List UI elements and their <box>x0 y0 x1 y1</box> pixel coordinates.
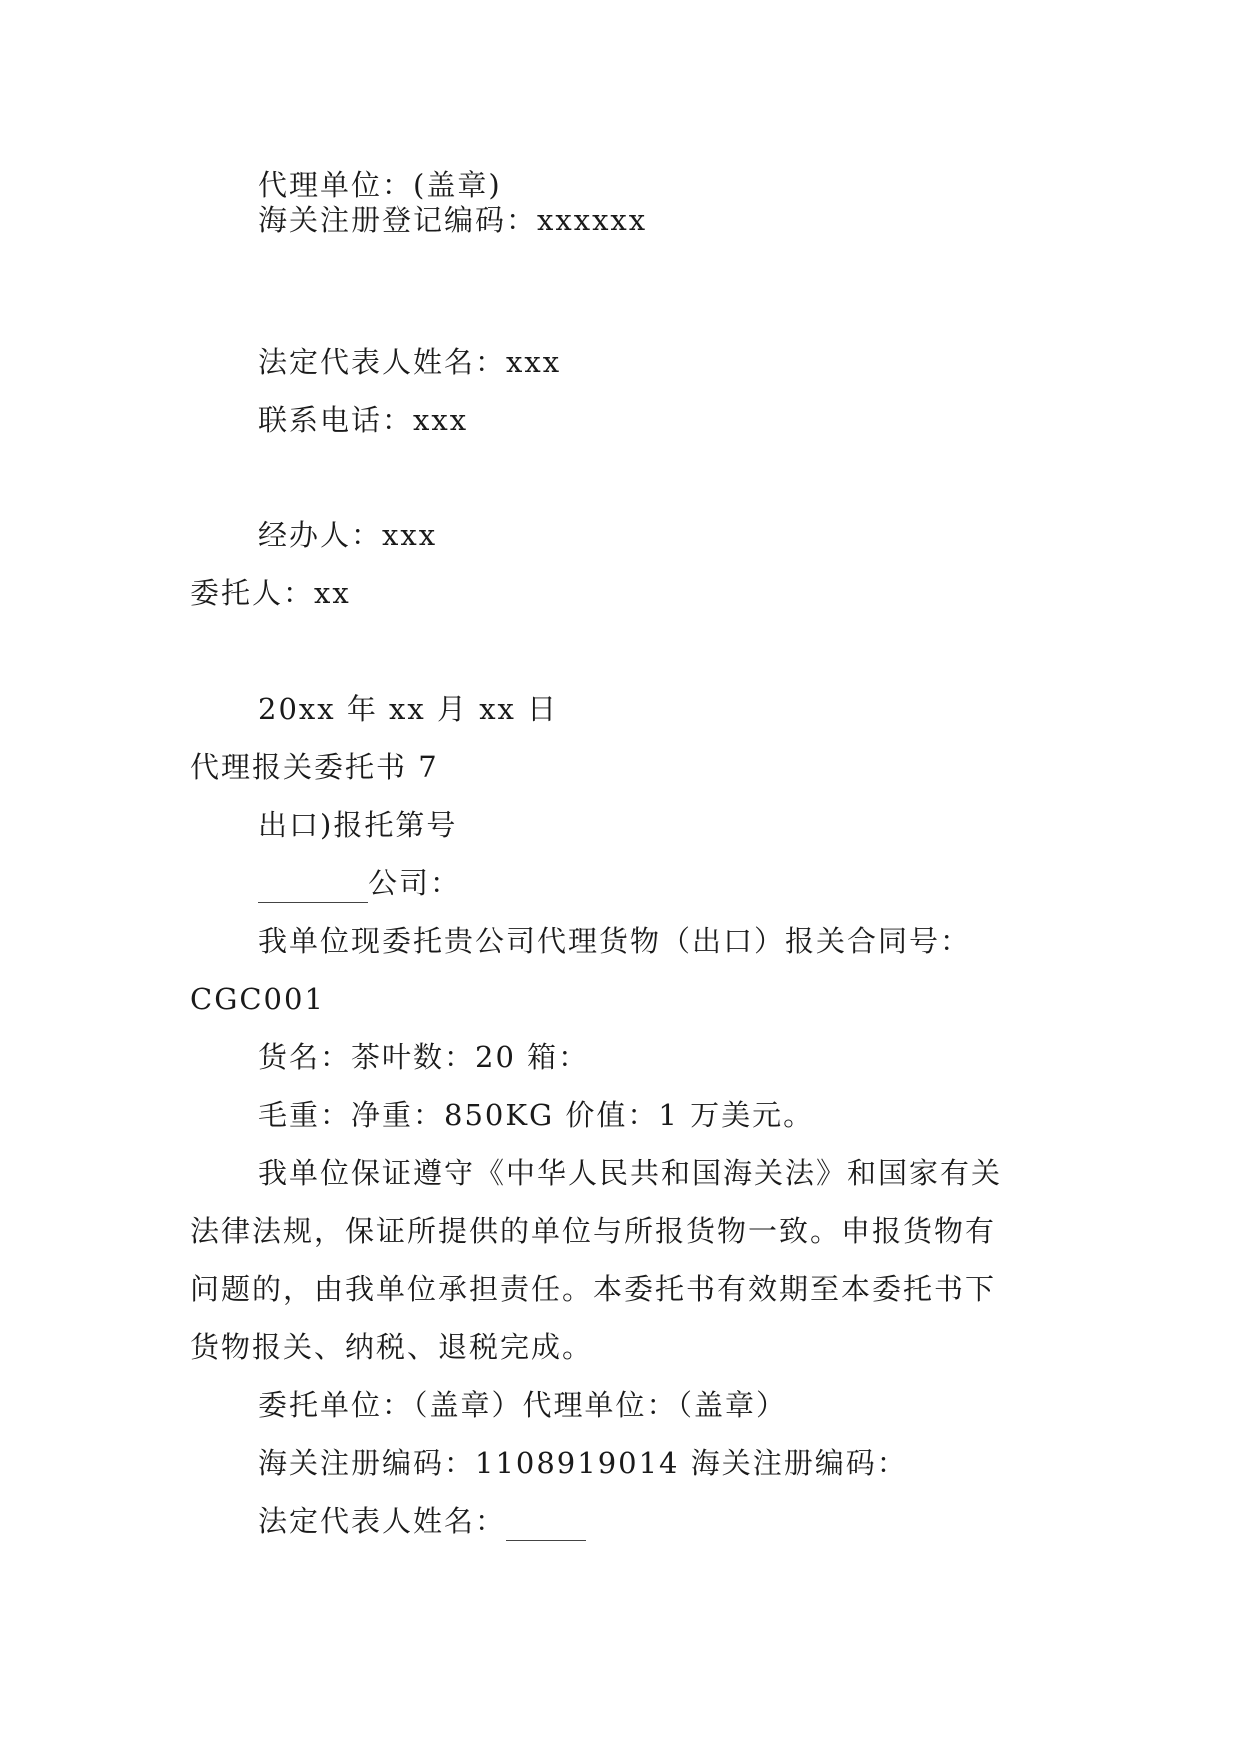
principal-line: 委托人：xx <box>190 576 351 610</box>
legal-representative-label: 法定代表人姓名： <box>258 1504 507 1538</box>
body-paragraph-2-line-2: 法律法规，保证所提供的单位与所报货物一致。申报货物有 <box>190 1214 997 1248</box>
legal-representative-signature-line <box>258 1501 586 1541</box>
customs-codes-line: 海关注册编码：1108919014 海关注册编码： <box>258 1446 908 1480</box>
body-paragraph-2-line-4: 货物报关、纳税、退税完成。 <box>190 1330 594 1364</box>
company-suffix: 公司： <box>368 866 462 900</box>
weight-value-line: 毛重：净重：850KG 价值：1 万美元。 <box>258 1098 815 1132</box>
goods-name-line: 货名：茶叶数：20 箱： <box>258 1040 590 1074</box>
legal-representative-blank <box>506 1510 586 1541</box>
company-addressee-line <box>258 863 461 903</box>
company-name-blank <box>258 872 368 903</box>
body-paragraph-2-line-1: 我单位保证遵守《中华人民共和国海关法》和国家有关 <box>258 1156 1003 1190</box>
contract-number-line: CGC001 <box>190 982 325 1016</box>
body-paragraph-1-line-1: 我单位现委托贵公司代理货物（出口）报关合同号： <box>258 924 972 958</box>
date-line: 20xx 年 xx 月 xx 日 <box>258 692 559 726</box>
legal-representative-line: 法定代表人姓名：xxx <box>258 345 562 379</box>
agent-unit-line: 代理单位：(盖章) <box>258 168 502 202</box>
customs-registration-code-line: 海关注册登记编码：xxxxxx <box>258 203 648 237</box>
seal-units-line: 委托单位：（盖章）代理单位：（盖章） <box>258 1388 788 1422</box>
body-paragraph-2-line-3: 问题的，由我单位承担责任。本委托书有效期至本委托书下 <box>190 1272 997 1306</box>
reference-number-line: 出口)报托第号 <box>258 808 458 842</box>
contact-phone-line: 联系电话：xxx <box>258 403 469 437</box>
document-title: 代理报关委托书 7 <box>190 750 439 784</box>
handler-line: 经办人：xxx <box>258 518 438 552</box>
